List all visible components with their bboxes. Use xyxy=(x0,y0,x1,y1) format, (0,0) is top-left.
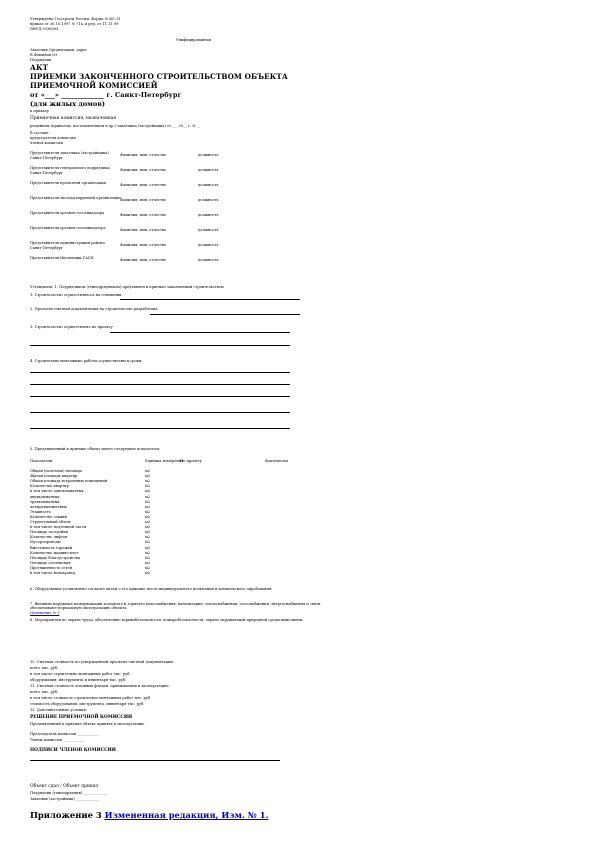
table-row-unit: м2 xyxy=(145,489,151,494)
member-name-field: Фамилия, имя, отчество xyxy=(120,198,167,202)
member-name-field: Фамилия, имя, отчество xyxy=(120,258,167,262)
table-row-label: двухкомнатных xyxy=(30,494,60,499)
member-position-field: должность xyxy=(198,243,219,247)
commission-line: Приемочная комиссия, назначенная xyxy=(30,116,117,121)
member-role: Представителя генерального подрядчика xyxy=(30,166,110,170)
member-role: Представителя заказчика (застройщика) xyxy=(30,151,109,155)
table-row-unit: м2 xyxy=(145,504,151,509)
members-label: членов комиссии xyxy=(30,141,63,145)
item-8: 8. Мероприятия по охране труда, обеспечению взрывобезопасности, пожаробезопасности, охране окружающей природной среды выполнены. xyxy=(30,618,304,622)
table-row-unit: м2 xyxy=(145,545,151,550)
table-header-cell: По проекту xyxy=(180,459,202,463)
blank-line xyxy=(30,345,290,346)
cost-5: 11. Сметная стоимость основных фондов, принимаемых в эксплуатацию: xyxy=(30,684,170,688)
form-approval-line: Утверждена Госстроем России. Форма № КС-11 xyxy=(30,17,121,21)
table-row-label: в том числе подземной части xyxy=(30,525,87,530)
table-header-cell: Единица измерения xyxy=(145,459,184,463)
composition-label: В составе: xyxy=(30,131,50,135)
cost-8: стоимость оборудования, инструмента, инвентаря тыс. руб. xyxy=(30,702,145,706)
table-row-unit: м2 xyxy=(145,479,151,484)
member-position-field: должность xyxy=(198,183,219,187)
member-role: Представителя Инспекции ГАСН xyxy=(30,256,94,260)
order-line: решением (приказом, постановлением и др.) заказчика (застройщика) от ___ 20__ г. № __ xyxy=(30,124,201,128)
table-row-unit: м2 xyxy=(145,550,151,555)
change-1-link[interactable]: Изменение № 1 xyxy=(30,611,60,615)
form-unified-note: Унифицированная xyxy=(176,38,212,42)
member-name-field: Фамилия, имя, отчество xyxy=(120,183,167,187)
table-row-label: Общая (полезная) площадь xyxy=(30,469,83,473)
member-name-field: Фамилия, имя, отчество xyxy=(120,228,167,232)
table-row-label: Этажность xyxy=(30,509,51,514)
act-date-place: от «___» _____________ г. Санкт-Петербург xyxy=(30,91,182,99)
established-item-1: 1. Строительство осуществлялось на основании xyxy=(30,293,122,297)
act-title-line2: ПРИЕМКИ ЗАКОНЧЕННОГО СТРОИТЕЛЬСТВОМ ОБЪЕКТА xyxy=(30,72,288,81)
chair-label: председателя комиссии xyxy=(30,136,76,140)
table-row-unit: м2 xyxy=(145,535,151,540)
decision-text: Предъявленный к приемке объект принять в эксплуатацию. xyxy=(30,722,146,726)
member-name-field: Фамилия, имя, отчество xyxy=(120,153,167,157)
blank-line xyxy=(30,384,290,385)
cost-1: 10. Сметная стоимость по утвержденной проектно-сметной документации: xyxy=(30,660,174,664)
top-small-c: Подрядчик xyxy=(30,58,52,62)
table-row-unit: м2 xyxy=(145,509,151,514)
cost-9: 12. Дополнительные условия: xyxy=(30,708,87,712)
table-row-unit: м2 xyxy=(145,571,151,575)
member-role: Представителя администрации района xyxy=(30,241,105,245)
table-row-unit: м2 xyxy=(145,520,151,524)
table-header-cell: Фактически xyxy=(265,459,288,463)
table-row-label: в том числе однокомнатных xyxy=(30,489,84,494)
table-row-unit: м2 xyxy=(145,555,151,560)
member-role: Представителя органов госпожнадзора xyxy=(30,226,106,230)
table-row-label: Протяженность сетей xyxy=(30,565,72,570)
member-position-field: должность xyxy=(198,198,219,202)
table-row-unit: м2 xyxy=(145,484,151,489)
appendix-prefix: Приложение 3 xyxy=(30,810,102,820)
member-city: Санкт-Петербург xyxy=(30,171,63,175)
table-row-label: четырехкомнатных xyxy=(30,504,67,509)
act-title-line3: ПРИЕМОЧНОЙ КОМИССИЕЙ xyxy=(30,81,158,90)
sign-line-2: Члены комиссии ____________ xyxy=(30,738,85,742)
table-row-label: Площадь застройки xyxy=(30,530,68,535)
table-row-unit: м2 xyxy=(145,565,151,570)
top-small-b: В Фамилия От xyxy=(30,53,58,57)
member-name-field: Фамилия, имя, отчество xyxy=(120,168,167,172)
table-row-unit: м2 xyxy=(145,530,151,535)
blank-line xyxy=(120,299,300,300)
member-role: Представителя проектной организации xyxy=(30,181,106,185)
cost-7: в том числе стоимость строительно-монтажных работ тыс. руб. xyxy=(30,696,152,700)
table-row-label: Количество машино-мест xyxy=(30,550,79,555)
decision-head: РЕШЕНИЕ ПРИЕМОЧНОЙ КОМИССИИ xyxy=(30,715,133,720)
table-row-unit: м2 xyxy=(145,469,151,473)
member-name-field: Фамилия, имя, отчество xyxy=(120,243,167,247)
table-row-unit: м2 xyxy=(145,525,151,530)
member-city: Санкт-Петербург xyxy=(30,156,63,160)
table-row-label: в том числе водопровод xyxy=(30,571,76,575)
item-6: 6. Оборудование установлено согласно актам о его приемке после индивидуального испытания и комплексного опробования. xyxy=(30,587,273,591)
act-subtitle: (для жилых домов) xyxy=(30,100,105,108)
table-row-label: Строительный объем xyxy=(30,520,71,524)
established-item-3: 3. Строительство осуществлено по проекту xyxy=(30,325,113,329)
blank-line xyxy=(30,428,290,429)
table-row-label: трехкомнатных xyxy=(30,499,60,504)
appendix-footer xyxy=(30,810,269,820)
table-row-unit: м2 xyxy=(145,514,151,519)
table-row-label: Общая площадь встроенных помещений xyxy=(30,479,108,484)
cost-6: всего тыс. руб. xyxy=(30,690,59,694)
member-role: Представителя органов госсаннадзора xyxy=(30,211,105,215)
table-row-label: Площадь благоустройства xyxy=(30,555,81,560)
handover-line-2: Заказчик (застройщик) _____________ xyxy=(30,797,100,801)
member-position-field: должность xyxy=(198,213,219,217)
blank-line xyxy=(30,412,290,413)
act-note: к приказу xyxy=(30,109,49,113)
edition-change-link[interactable]: Измененная редакция, Изм. № 1. xyxy=(104,810,269,820)
sign-head: ПОДПИСИ ЧЛЕНОВ КОМИССИИ xyxy=(30,748,116,753)
cost-4: оборудования, инструмента и инвентаря тыс. руб. xyxy=(30,678,127,682)
blank-line xyxy=(30,396,290,397)
established-lead: Установила: 1. Подрядчиком (генподрядчиком) предъявлен к приемке законченный строительством xyxy=(30,285,224,289)
table-row-label: Мусоропроводы xyxy=(30,540,61,545)
table-row-label: Количество лифтов xyxy=(30,535,68,540)
cost-2: всего тыс. руб. xyxy=(30,666,59,670)
handover-head: Объект сдал / Объект принял xyxy=(30,784,99,789)
member-position-field: должность xyxy=(198,258,219,262)
established-item-4: 4. Строительно-монтажные работы осуществлены в сроки: xyxy=(30,359,143,363)
member-name-field: Фамилия, имя, отчество xyxy=(120,213,167,217)
cost-3: в том числе строительно-монтажных работ тыс. руб. xyxy=(30,672,131,676)
top-small-a: Заказчик Организация, адрес xyxy=(30,48,88,52)
sign-line-1: Председатель комиссии ____________ xyxy=(30,732,99,736)
table-row-label: Площадь озеленения xyxy=(30,560,71,565)
table-row-label: Вместимость гаражей xyxy=(30,545,73,550)
member-city: Санкт-Петербург xyxy=(30,246,63,250)
table-row-unit: м2 xyxy=(145,540,151,545)
table-row-unit: м2 xyxy=(145,494,151,499)
blank-line xyxy=(110,332,290,333)
table-row-unit: м2 xyxy=(145,499,151,504)
member-position-field: должность xyxy=(198,153,219,157)
handover-line-1: Подрядчик (генподрядчик) _____________ xyxy=(30,791,107,795)
table-row-label: Количество секций xyxy=(30,514,67,519)
table-row-unit: м2 xyxy=(145,474,151,479)
established-item-5: 5. Предъявленный к приемке объект имеет следующие показатели: xyxy=(30,447,161,451)
blank-line xyxy=(30,372,290,373)
item-7: 7. Внешние наружные коммуникации холодного и горячего водоснабжения, канализации, теплоснабжения, газоснабжения, энергоснабжения и связи обеспечивают нормальную эксплуатацию объекта. xyxy=(30,602,321,610)
member-position-field: должность xyxy=(198,168,219,172)
blank-line xyxy=(30,760,280,761)
established-item-2: 2. Проектно-сметная документация на строительство разработана xyxy=(30,307,158,311)
form-okud-line: ОКУД 0336003 xyxy=(30,27,59,31)
member-position-field: должность xyxy=(198,228,219,232)
table-row-label: Количество квартир xyxy=(30,484,69,489)
table-row-unit: м2 xyxy=(145,560,151,565)
blank-line xyxy=(150,314,300,315)
member-role: Представителя эксплуатирующей организации xyxy=(30,196,121,200)
form-order-line: приказ от 30.10.1997 № 71а, в ред. от 11.11.99 xyxy=(30,22,119,26)
act-title: АКТ xyxy=(30,63,49,72)
table-row-label: Жилая площадь квартир xyxy=(30,474,78,479)
table-header-cell: Показатели xyxy=(30,459,53,463)
